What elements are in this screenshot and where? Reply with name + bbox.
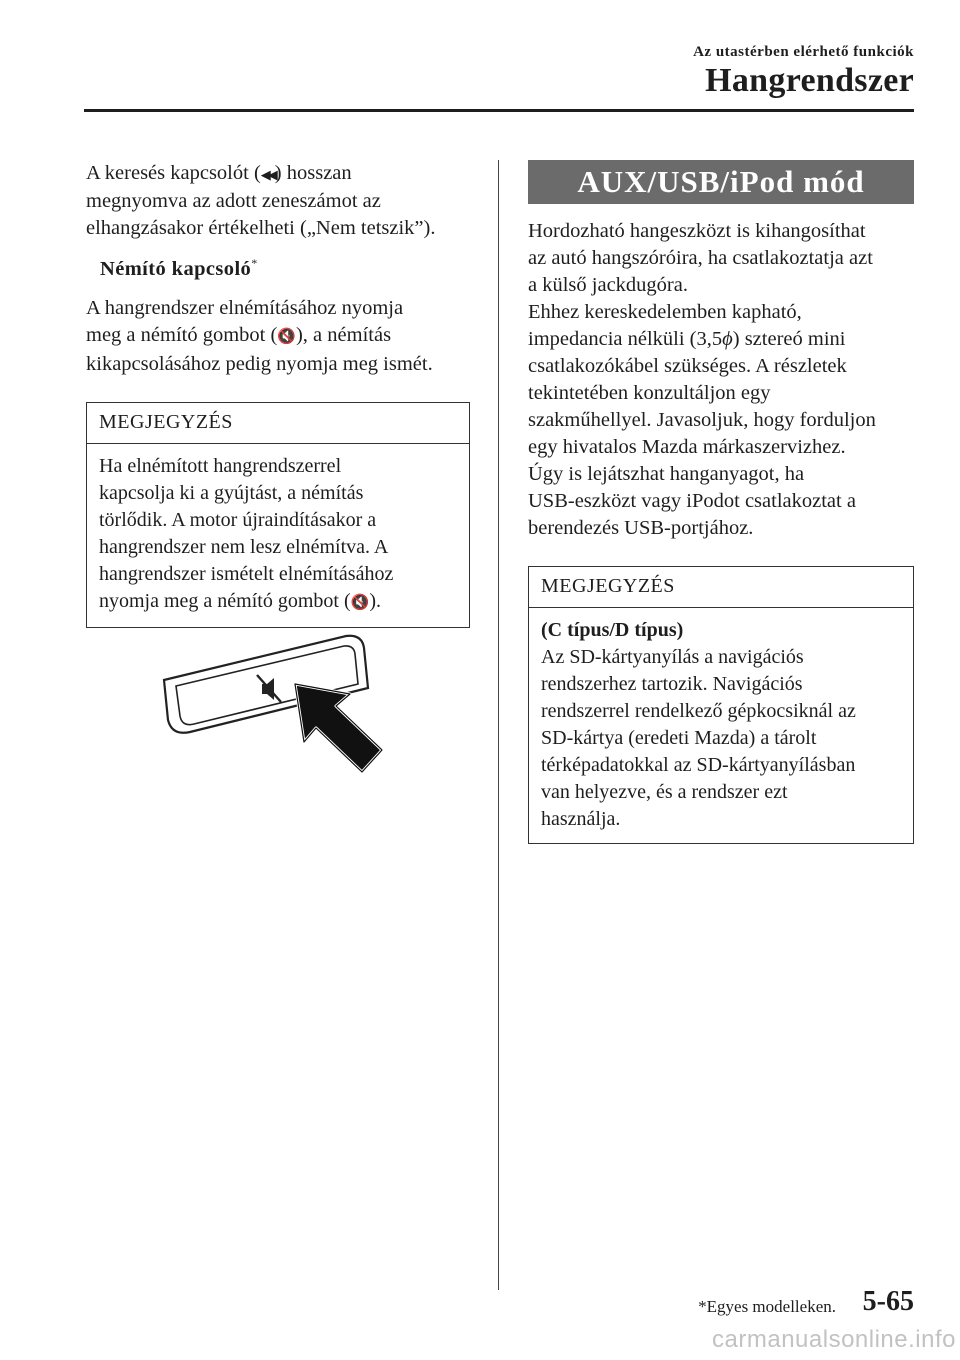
note-box-mute [86, 402, 470, 628]
footnote-mark: * [251, 256, 258, 270]
right-column [528, 160, 914, 844]
note-body: Ha elnémított hangrendszerrel kapcsolja ki a gyújtást, a némítás törlődik. A motor újraindításakor a hangrendszer nem lesz elnémítva. A hangrendszer ismételt elnémításához nyomja meg a némító gombot (🔇). [99, 454, 394, 612]
mute-button-illustration [150, 632, 390, 788]
note-heading: MEGJEGYZÉS [529, 567, 913, 608]
header-rule [84, 109, 914, 112]
page-title: Hangrendszer [705, 62, 914, 99]
mute-paragraph: A hangrendszer elnémításához nyomja meg a némító gombot (🔇), a némítás kikapcsolásához pedig nyomja meg ismét. [86, 296, 433, 375]
search-switch-paragraph: A keresés kapcsolót (◀◀) hosszan megnyomva az adott zeneszámot az elhangzásakor értékelheti („Nem tetszik”). [86, 162, 436, 239]
page-number: 5-65 [862, 1286, 914, 1317]
note-body: (C típus/D típus) Az SD-kártyanyílás a navigációs rendszerhez tartozik. Navigációs rendszerrel rendelkező gépkocsiknál az SD-kártya (eredeti Mazda) a tárolt térképadatokkal az SD-kártyanyílásban van helyezve, és a rendszer ezt használja. [541, 619, 856, 830]
footnote: *Egyes modelleken. [698, 1297, 836, 1316]
section-title: AUX/USB/iPod mód [528, 160, 914, 204]
note-model-type: (C típus/D típus) [541, 619, 684, 641]
diameter-symbol: ϕ [722, 328, 733, 350]
note-heading: MEGJEGYZÉS [87, 403, 469, 444]
mute-icon: 🔇 [350, 594, 370, 611]
left-column [86, 160, 470, 628]
column-divider [498, 160, 499, 1290]
header-chapter: Az utastérben elérhető funkciók [693, 44, 914, 60]
mute-switch-heading: Némító kapcsoló* [100, 256, 258, 280]
watermark: carmanualsonline.info [712, 1326, 956, 1353]
mute-icon: 🔇 [277, 328, 296, 345]
track-down-icon: ◀◀ [260, 167, 275, 182]
aux-paragraph: Hordozható hangeszközt is kihangosíthat az autó hangszóróira, ha csatlakoztatja azt a külső jackdugóra. Ehhez kereskedelemben kapható, impedancia nélküli (3,5ϕ) sztereó mini csatlakozókábel szükséges. A részletek tekintetében konzultáljon egy szakműhellyel. Javasoljuk, hogy forduljon egy hivatalos Mazda márkaszervizhez. Úgy is lejátszhat hanganyagot, ha USB-eszközt vagy iPodot csatlakoztat a berendezés USB-portjához. [528, 220, 876, 539]
note-box-sd-card [528, 566, 914, 844]
